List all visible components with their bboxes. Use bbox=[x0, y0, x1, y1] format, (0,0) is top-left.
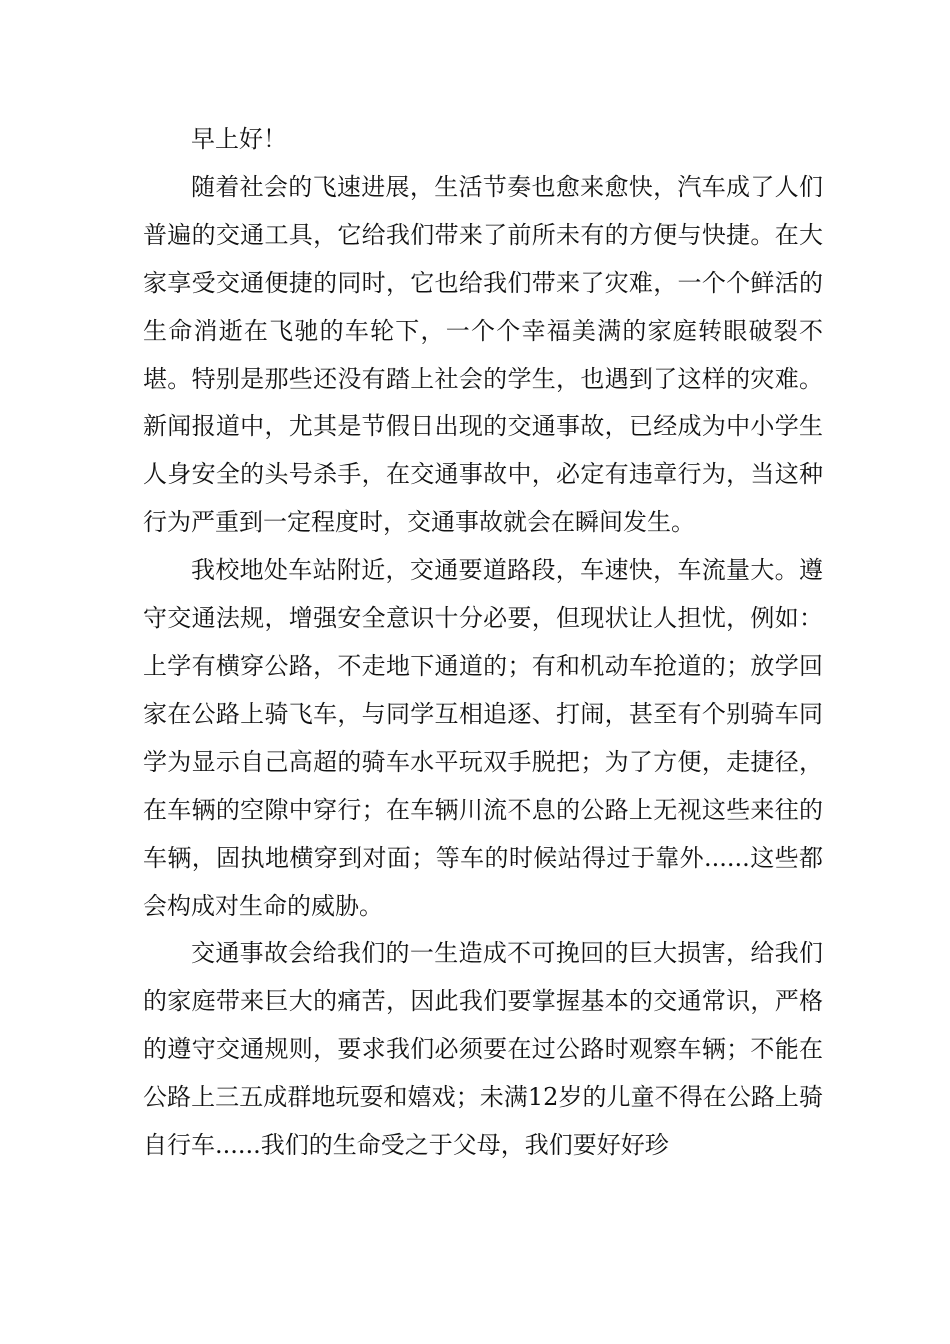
document-body bbox=[143, 116, 823, 1170]
body-paragraph-3: 交通事故会给我们的一生造成不可挽回的巨大损害，给我们的家庭带来巨大的痛苦，因此我们要掌握基本的交通常识，严格的遵守交通规则，要求我们必须要在过公路时观察车辆；不能在公路上三五成群地玩耍和嬉戏；未满12岁的儿童不得在公路上骑自行车......我们的生命受之于父母，我们要好好珍 bbox=[143, 939, 823, 1160]
body-paragraph-1: 随着社会的飞速进展，生活节奏也愈来愈快，汽车成了人们普遍的交通工具，它给我们带来了前所未有的方便与快捷。在大家享受交通便捷的同时，它也给我们带来了灾难，一个个鲜活的生命消逝在飞驰的车轮下，一个个幸福美满的家庭转眼破裂不堪。特别是那些还没有踏上社会的学生，也遇到了这样的灾难。新闻报道中，尤其是节假日出现的交通事故，已经成为中小学生人身安全的头号杀手，在交通事故中，必定有违章行为，当这种行为严重到一定程度时，交通事故就会在瞬间发生。 bbox=[143, 172, 823, 537]
body-paragraph-2: 我校地处车站附近，交通要道路段，车速快，车流量大。遵守交通法规，增强安全意识十分必要，但现状让人担忧，例如：上学有横穿公路，不走地下通道的；有和机动车抢道的；放学回家在公路上骑飞车，与同学互相追逐、打闹，甚至有个别骑车同学为显示自己高超的骑车水平玩双手脱把；为了方便，走捷径，在车辆的空隙中穿行；在车辆川流不息的公路上无视这些来往的车辆，固执地横穿到对面；等车的时候站得过于靠外......这些都会构成对生命的威胁。 bbox=[143, 556, 823, 920]
greeting-paragraph: 早上好！ bbox=[191, 125, 287, 153]
